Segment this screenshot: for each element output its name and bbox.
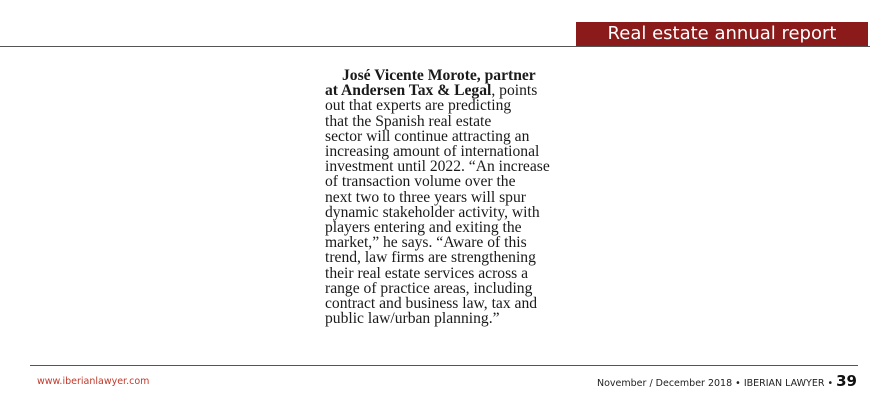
footer-issue: November / December 2018 — [597, 378, 733, 389]
footer-page-info — [597, 371, 857, 394]
footer-website-link[interactable]: www.iberianlawyer.com — [37, 376, 150, 387]
footer-publication: IBERIAN LAWYER — [743, 378, 825, 389]
article-line: investment until 2022. “An increase — [325, 158, 550, 176]
article-lead-bold: at Andersen Tax & Legal — [325, 82, 492, 100]
article-line: range of practice areas, including — [325, 279, 533, 297]
section-banner — [576, 22, 868, 46]
article-line: increasing amount of international — [325, 143, 540, 161]
section-title: Real estate annual report — [607, 23, 837, 44]
article-line: next two to three years will spur — [325, 188, 526, 206]
article-line: public law/urban planning.” — [325, 310, 500, 328]
article-lead-tail: , points — [491, 82, 538, 100]
article-line: players entering and exiting the — [325, 219, 522, 237]
article-line: trend, law firms are strengthening — [325, 249, 536, 267]
article-lead-line — [325, 83, 575, 98]
footer-separator: • — [735, 378, 741, 389]
article-line: that the Spanish real estate — [325, 112, 492, 130]
header-divider — [0, 46, 870, 47]
article-line: their real estate services across a — [325, 264, 529, 282]
article-line: sector will continue attracting an — [325, 127, 530, 145]
article-line: dynamic stakeholder activity, with — [325, 203, 540, 221]
article-lead-line — [325, 68, 575, 83]
page-number: 39 — [836, 372, 857, 390]
article-lead-bold: José Vicente Morote, partner — [342, 67, 536, 84]
footer-separator: • — [827, 378, 834, 389]
article-line: of transaction volume over the — [325, 173, 516, 191]
article-line: contract and business law, tax and — [325, 295, 538, 313]
article-body — [325, 68, 575, 326]
article-line: market,” he says. “Aware of this — [325, 234, 527, 252]
article-line: out that experts are predicting — [325, 97, 512, 115]
footer-divider — [30, 365, 858, 366]
